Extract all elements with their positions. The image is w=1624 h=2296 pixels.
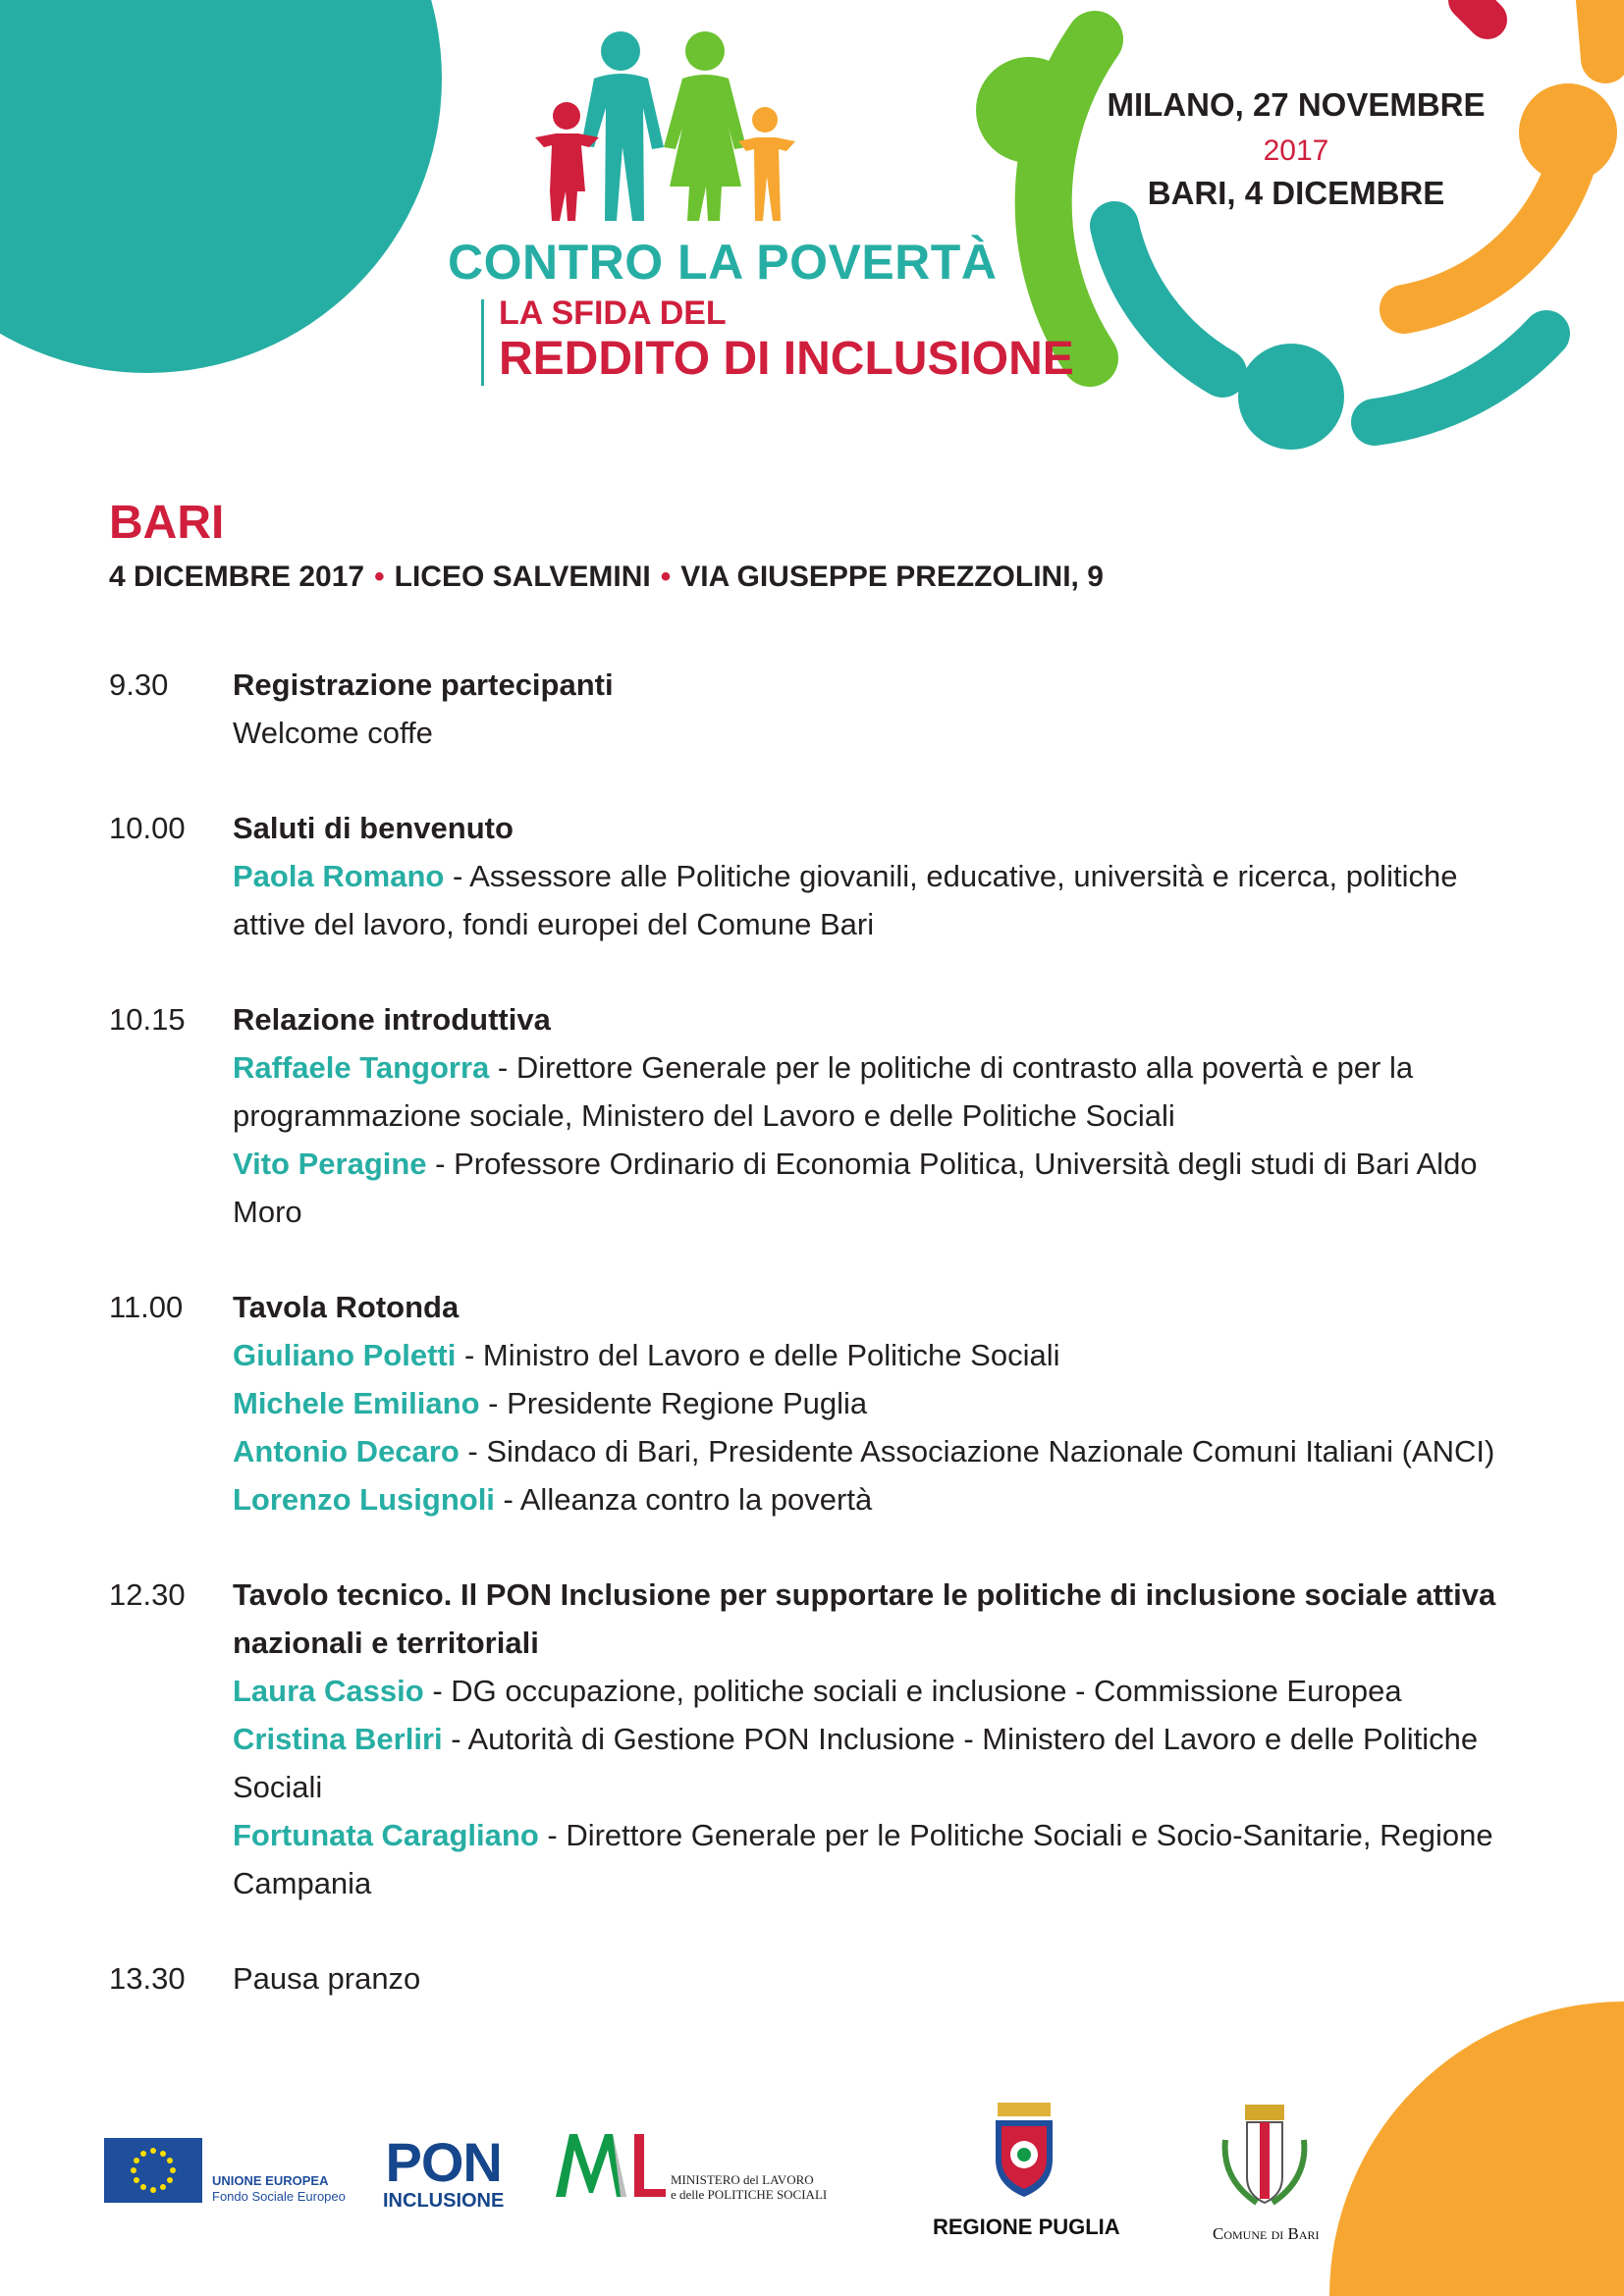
- separator-dot: •: [374, 561, 385, 593]
- speaker-name: Lorenzo Lusignoli: [233, 1482, 495, 1517]
- regione-crest-icon: [990, 2101, 1058, 2199]
- ministry-label: [671, 2172, 827, 2202]
- subtitle-line1: LA SFIDA DEL: [499, 294, 727, 332]
- eu-line2: Fondo Sociale Europeo: [212, 2189, 346, 2204]
- regione-puglia-logo: [990, 2101, 1058, 2204]
- pon-logo: [383, 2131, 505, 2213]
- subtitle-line2: REDDITO DI INCLUSIONE: [499, 333, 1074, 385]
- speaker-name: Michele Emiliano: [233, 1386, 480, 1420]
- item-title: Saluti di benvenuto: [233, 811, 514, 845]
- program-item: [109, 995, 1523, 1236]
- item-title: Registrazione partecipanti: [233, 667, 614, 702]
- speaker-role: - Assessore alle Politiche giovanili, educative, università e ricerca, politiche attive del lavoro, fondi europei del Comune Bari: [233, 859, 1458, 941]
- speaker-role: - DG occupazione, politiche sociali e inclusione - Commissione Europea: [423, 1674, 1402, 1708]
- speaker-name: Vito Peragine: [233, 1147, 427, 1181]
- program-list: [109, 661, 1523, 2050]
- ministry-line1: MINISTERO del LAVORO: [671, 2172, 814, 2187]
- speaker-line: [233, 1427, 1523, 1475]
- speaker-line: [233, 1811, 1523, 1907]
- date-milano: MILANO, 27 NOVEMBRE: [1107, 86, 1486, 123]
- program-item: [109, 1571, 1523, 1907]
- speaker-role: - Ministro del Lavoro e delle Politiche Sociali: [456, 1338, 1060, 1372]
- item-title: Relazione introduttiva: [233, 1002, 551, 1037]
- eu-logo: [104, 2138, 202, 2208]
- teal-corner-circle: [0, 0, 442, 373]
- speaker-line: [233, 1331, 1523, 1379]
- pon-line1: PON: [385, 2131, 502, 2193]
- separator-dot: •: [660, 561, 672, 593]
- title-divider: [481, 299, 484, 386]
- event-address: VIA GIUSEPPE PREZZOLINI, 9: [680, 561, 1104, 593]
- speaker-line: [233, 1043, 1523, 1140]
- speaker-name: Giuliano Poletti: [233, 1338, 457, 1372]
- eu-label: [212, 2173, 346, 2205]
- comune-bari-logo: [1218, 2101, 1312, 2214]
- speaker-line: [233, 1140, 1523, 1236]
- eu-line1: UNIONE EUROPEA: [212, 2173, 329, 2188]
- item-time: 13.30: [109, 1961, 186, 1996]
- speaker-name: Raffaele Tangorra: [233, 1050, 490, 1085]
- regione-label: REGIONE PUGLIA: [933, 2215, 1120, 2239]
- speaker-line: [233, 852, 1523, 948]
- date-year: 2017: [1263, 134, 1329, 167]
- speaker-role: - Autorità di Gestione PON Inclusione - Ministero del Lavoro e delle Politiche Sociali: [233, 1722, 1479, 1804]
- family-figures-logo: [535, 31, 795, 221]
- speaker-line: [233, 1667, 1523, 1715]
- speaker-role: - Presidente Regione Puglia: [479, 1386, 868, 1420]
- speaker-line: [233, 1379, 1523, 1427]
- speaker-role: - Professore Ordinario di Economia Politica, Università degli studi di Bari Aldo Moro: [233, 1147, 1478, 1229]
- item-note: Welcome coffe: [233, 716, 433, 750]
- item-time: 11.00: [109, 1290, 184, 1324]
- program-item: [109, 804, 1523, 948]
- item-time: 10.00: [109, 811, 186, 845]
- speaker-name: Cristina Berliri: [233, 1722, 443, 1756]
- program-item: [109, 1283, 1523, 1523]
- speaker-name: Antonio Decaro: [233, 1434, 460, 1468]
- item-time: 12.30: [109, 1577, 186, 1612]
- program-item: [109, 1954, 1523, 2002]
- eu-flag-icon: [104, 2138, 202, 2203]
- speaker-role: - Direttore Generale per le Politiche Sociali e Socio-Sanitarie, Regione Campania: [233, 1818, 1493, 1900]
- speaker-name: Paola Romano: [233, 859, 445, 893]
- comune-crest-icon: [1218, 2101, 1312, 2209]
- ministry-line2: e delle POLITICHE SOCIALI: [671, 2187, 828, 2202]
- event-venue-line: [109, 561, 1104, 594]
- item-title: Tavolo tecnico. Il PON Inclusione per supportare le politiche di inclusione sociale attiva nazionali e territoriali: [233, 1577, 1496, 1660]
- ministry-logo: [552, 2130, 670, 2206]
- speaker-role: - Direttore Generale per le politiche di contrasto alla povertà e per la programmazione sociale, Ministero del Lavoro e delle Politiche Sociali: [233, 1050, 1414, 1133]
- event-date: 4 DICEMBRE 2017: [109, 561, 365, 593]
- speaker-name: Fortunata Caragliano: [233, 1818, 539, 1852]
- pon-line2: INCLUSIONE: [383, 2190, 505, 2212]
- campaign-title: CONTRO LA POVERTÀ: [448, 235, 998, 290]
- item-title: Tavola Rotonda: [233, 1290, 460, 1324]
- date-bari: BARI, 4 DICEMBRE: [1147, 175, 1445, 211]
- speaker-role: - Alleanza contro la povertà: [494, 1482, 873, 1517]
- event-city: BARI: [109, 497, 225, 549]
- item-time: 10.15: [109, 1002, 186, 1037]
- item-time: 9.30: [109, 667, 169, 702]
- comune-label: Comune di Bari: [1213, 2224, 1320, 2243]
- ministry-ml-icon: [552, 2130, 670, 2201]
- speaker-name: Laura Cassio: [233, 1674, 424, 1708]
- speaker-role: - Sindaco di Bari, Presidente Associazione Nazionale Comuni Italiani (ANCI): [459, 1434, 1495, 1468]
- event-venue: LICEO SALVEMINI: [394, 561, 651, 593]
- speaker-line: [233, 1715, 1523, 1811]
- item-note: Pausa pranzo: [233, 1961, 421, 1996]
- program-item: [109, 661, 1523, 757]
- speaker-line: [233, 1475, 1523, 1523]
